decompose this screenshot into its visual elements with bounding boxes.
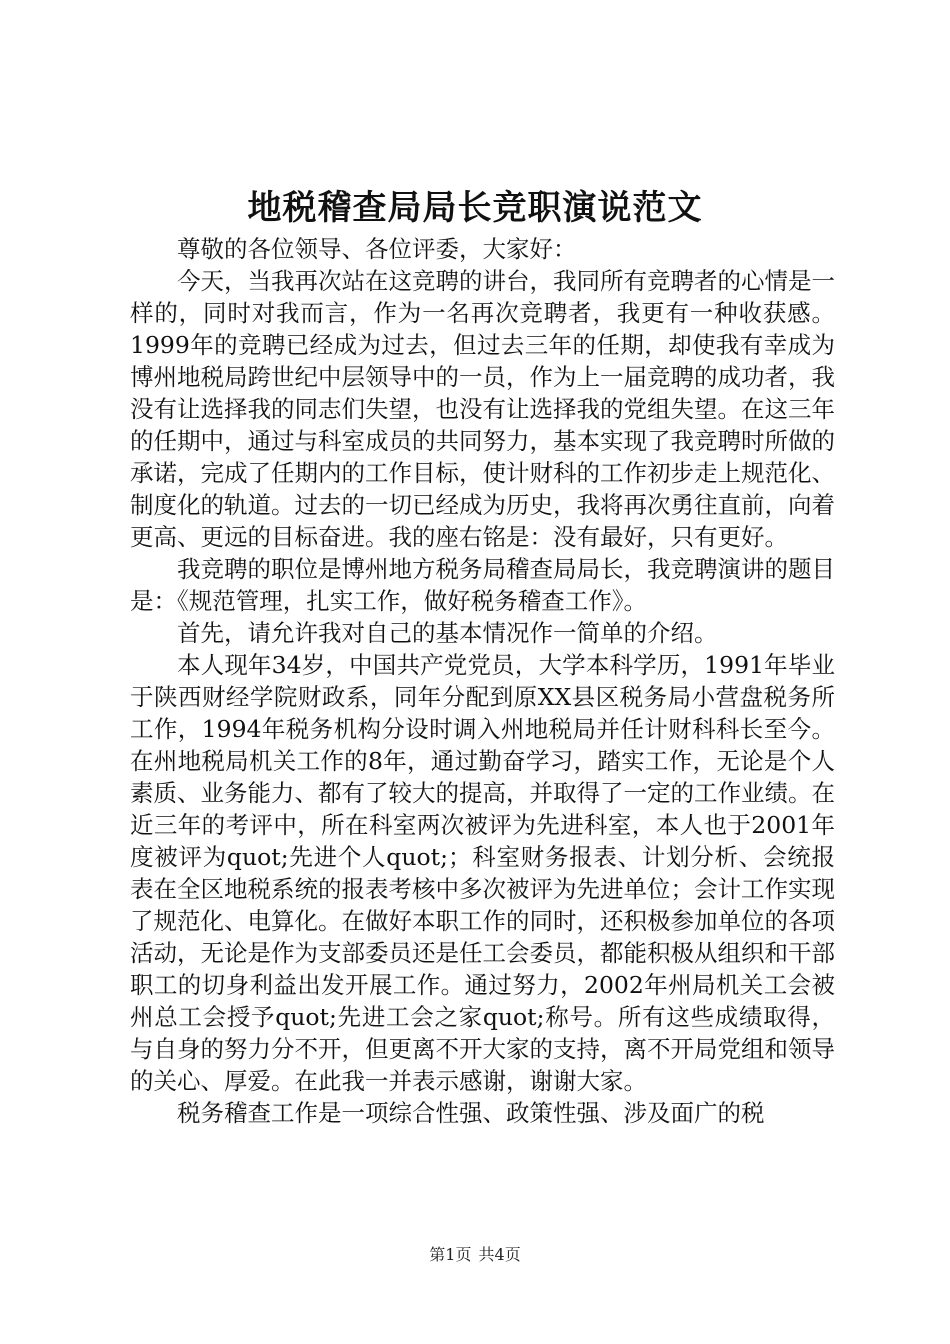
paragraph-position: 我竞聘的职位是博州地方税务局稽查局局长，我竞聘演讲的题目是：《规范管理，扎实工作，做好税务稽查工作》。 [130, 555, 835, 615]
paragraph-intro: 首先，请允许我对自己的基本情况作一简单的介绍。 [177, 619, 718, 647]
page-footer [0, 1244, 950, 1266]
paragraph-background: 本人现年34岁，中国共产党党员，大学本科学历，1991年毕业于陕西财经学院财政系，同年分配到原XX县区税务局小营盘税务所工作，1994年税务机构分设时调入州地税局并任计财科科长至今。在州地税局机关工作的8年，通过勤奋学习，踏实工作，无论是个人素质、业务能力、都有了较大的提高，并取得了一定的工作业绩。在近三年的考评中，所在科室两次被评为先进科室，本人也于2001年度被评为quot;先进个人quot;；科室财务报表、计划分析、会统报表在全区地税系统的报表考核中多次被评为先进单位；会计工作实现了规范化、电算化。在做好本职工作的同时，还积极参加单位的各项活动，无论是作为支部委员还是任工会委员，都能积极从组织和干部职工的切身利益出发开展工作。通过努力，2002年州局机关工会被州总工会授予quot;先进工会之家quot;称号。所有这些成绩取得，与自身的努力分不开，但更离不开大家的支持，离不开局党组和领导的关心、厚爱。在此我一并表示感谢，谢谢大家。 [130, 651, 835, 1095]
document-title: 地税稽查局局长竞职演说范文 [247, 188, 703, 228]
paragraph-opening: 今天，当我再次站在这竞聘的讲台，我同所有竞聘者的心情是一样的，同时对我而言，作为一名再次竞聘者，我更有一种收获感。1999年的竞聘已经成为过去，但过去三年的任期，却使我有幸成为博州地税局跨世纪中层领导中的一员，作为上一届竞聘的成功者，我没有让选择我的同志们失望，也没有让选择我的党组失望。在这三年的任期中，通过与科室成员的共同努力，基本实现了我竞聘时所做的承诺，完成了任期内的工作目标，使计财科的工作初步走上规范化、制度化的轨道。过去的一切已经成为历史，我将再次勇往直前，向着更高、更远的目标奋进。我的座右铭是：没有最好，只有更好。 [130, 267, 835, 551]
page-total: 共4页 [478, 1245, 521, 1264]
page-number: 第1页 [429, 1245, 472, 1264]
paragraph-greeting: 尊敬的各位领导、各位评委，大家好： [177, 235, 577, 263]
paragraph-audit-work: 税务稽查工作是一项综合性强、政策性强、涉及面广的税 [177, 1099, 765, 1127]
document-body [130, 233, 835, 1129]
